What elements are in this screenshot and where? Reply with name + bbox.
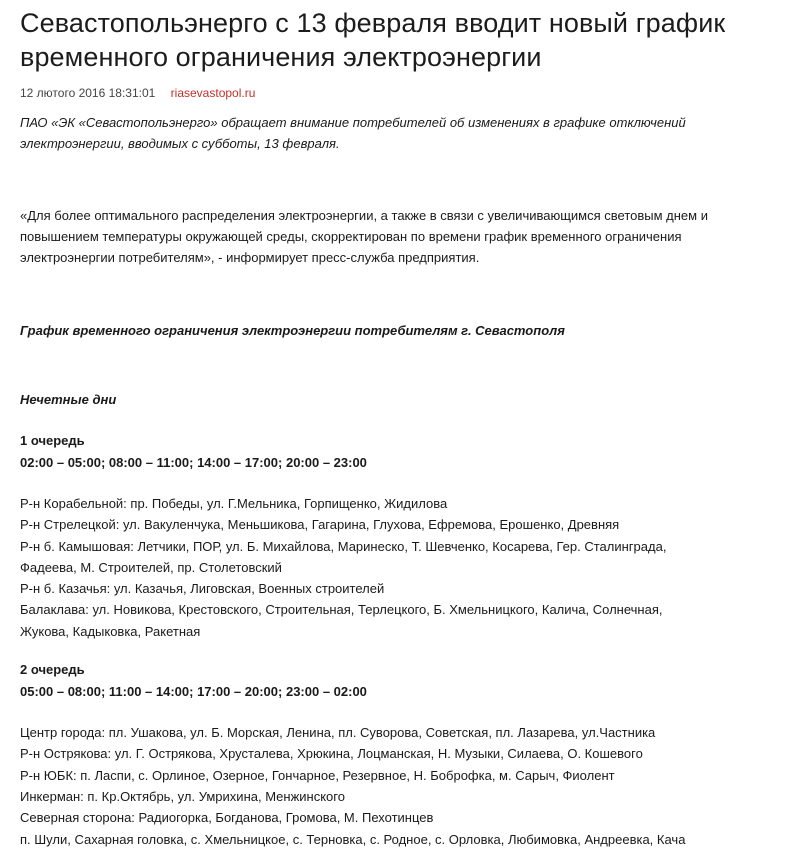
article-meta <box>20 86 780 100</box>
queue-1 <box>20 430 780 642</box>
area-line: Р-н ЮБК: п. Ласпи, с. Орлиное, Озерное, Гончарное, Резервное, Н. Боброфка, м. Сарыч, Фиолент <box>20 767 615 783</box>
area-line: Фадеева, М. Строителей, пр. Столетовский <box>20 559 282 575</box>
queue-times: 05:00 – 08:00; 11:00 – 14:00; 17:00 – 20:00; 23:00 – 02:00 <box>20 684 367 700</box>
area-line: Центр города: пл. Ушакова, ул. Б. Морская, Ленина, пл. Суворова, Советская, пл. Лазарева, ул.Частника <box>20 725 656 741</box>
schedule-title: График временного ограничения электроэнергии потребителям г. Севастополя <box>20 323 565 338</box>
days-label: Нечетные дни <box>20 392 117 407</box>
area-line: Балаклава: ул. Новикова, Крестовского, Строительная, Терлецкого, Б. Хмельницкого, Калича, Солнечная, <box>20 602 663 618</box>
queue-areas <box>20 722 780 850</box>
queue-times: 02:00 – 05:00; 08:00 – 11:00; 14:00 – 17:00; 20:00 – 23:00 <box>20 455 367 470</box>
article-title: Севастопольэнерго с 13 февраля вводит новый график временного ограничения электроэнергии <box>20 8 726 72</box>
area-line: Р-н Корабельной: пр. Победы, ул. Г.Мельника, Горпищенко, Жидилова <box>20 496 448 511</box>
queue-2 <box>20 659 780 850</box>
queue-title: 1 очередь <box>20 433 85 448</box>
area-line: Инкерман: п. Кр.Октябрь, ул. Умрихина, Менжинского <box>20 788 345 804</box>
area-line: Северная сторона: Радиогорка, Богданова, Громова, М. Пехотинцев <box>20 810 434 826</box>
area-line: Р-н б. Камышовая: Летчики, ПОР, ул. Б. Михайлова, Маринеско, Т. Шевченко, Косарева, Гер. Сталинграда, <box>20 538 667 554</box>
area-line: Р-н Стрелецкой: ул. Вакуленчука, Меньшикова, Гагарина, Глухова, Ефремова, Ерошенко, Древняя <box>20 517 620 533</box>
queue-areas <box>20 493 780 642</box>
quote-paragraph: «Для более оптимального распределения электроэнергии, а также в связи с увеличивающимся световым днем и повышением температуры окружающей среды, скорректирован по времени график временного ограничения электроэнергии потребителям», - информирует пресс-служба предприятия. <box>20 208 708 265</box>
area-line: Р-н б. Казачья: ул. Казачья, Лиговская, Военных строителей <box>20 581 385 597</box>
area-line: Жукова, Кадыковка, Ракетная <box>20 623 201 639</box>
publish-date: 12 лютого 2016 18:31:01 <box>20 86 156 100</box>
area-line: п. Шули, Сахарная головка, с. Хмельницкое, с. Терновка, с. Родное, с. Орловка, Любимовка, Андреевка, Кача <box>20 831 686 847</box>
queue-title: 2 очередь <box>20 662 85 678</box>
source-link[interactable]: riasevastopol.ru <box>170 86 256 100</box>
intro-paragraph: ПАО «ЭК «Севастопольэнерго» обращает внимание потребителей об изменениях в графике отключений электроэнергии, вводимых с субботы, 13 февраля. <box>20 115 686 151</box>
area-line: Р-н Острякова: ул. Г. Острякова, Хрусталева, Хрюкина, Лоцманская, Н. Музыки, Силаева, О. Кошевого <box>20 746 643 762</box>
